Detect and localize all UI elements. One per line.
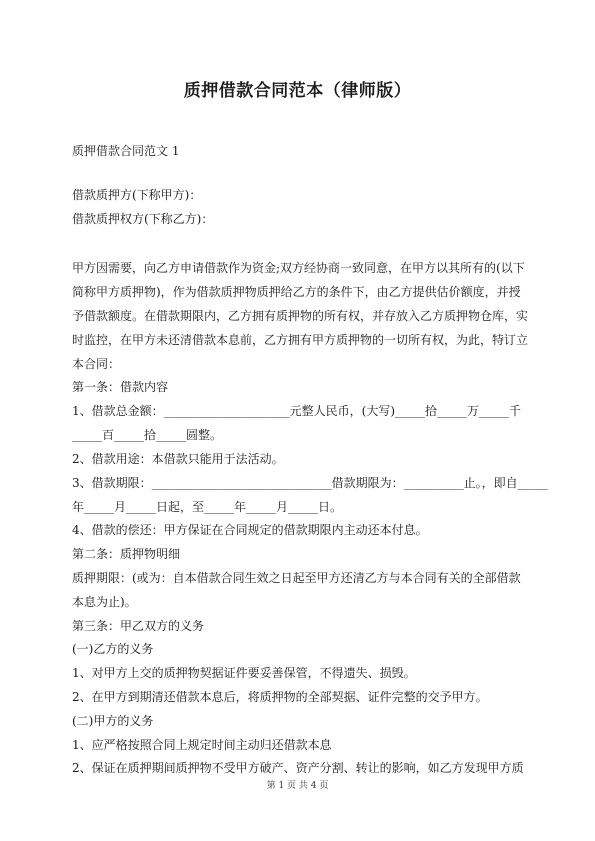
party-a-line: 借款质押方(下称甲方)：: [72, 188, 202, 202]
body-line: 1、对甲方上交的质押物契据证件要妥善保管，不得遗失、损毁。: [72, 666, 416, 680]
body-line: _____百_____拾_____圆整。: [72, 428, 223, 442]
body-line: 2、借款用途：本借款只能用于法活动。: [72, 452, 284, 466]
section-heading: 第三条：甲乙双方的义务: [72, 619, 205, 633]
body-line: 1、借款总金额：_____________________元整人民币，(大写)_____拾_____万_____千: [72, 404, 521, 418]
section-heading: 第一条：借款内容: [72, 380, 169, 394]
body-line: 3、借款期限：______________________________借款期限为：__________止。，即自_____: [72, 476, 548, 490]
body-line: 1、应严格按照合同上规定时间主动归还借款本息: [72, 738, 332, 752]
body-line: 4、借款的偿还：甲方保证在合同规定的借款期限内主动还本付息。: [72, 523, 428, 537]
body-line: 予借款额度。在借款期限内，乙方拥有质押物的所有权，并存放入乙方质押物仓库，实: [72, 309, 529, 323]
section-heading: 第二条：质押物明细: [72, 547, 181, 561]
body-line: 本合同：: [72, 357, 121, 371]
subtitle: 质押借款合同范文 1: [72, 144, 180, 158]
document-title: 质押借款合同范本（律师版）: [183, 81, 412, 101]
subsection-heading: (二)甲方的义务: [72, 714, 154, 728]
body-line: 质押期限：(或为：自本借款合同生效之日起至甲方还清乙方与本合同有关的全部借款: [72, 571, 521, 585]
page-footer: 第 1 页 共 4 页: [266, 781, 329, 791]
body-line: 甲方因需要，向乙方申请借款作为资金;双方经协商一致同意，在甲方以其所有的(以下: [72, 261, 525, 275]
party-b-line: 借款质押权方(下称乙方)：: [72, 212, 214, 226]
body-line: 2、保证在质押期间质押物不受甲方破产、资产分割、转让的影响，如乙方发现甲方质: [72, 761, 524, 775]
body-line: 本息为止)。: [72, 595, 137, 609]
body-line: 时监控，在甲方未还清借款本息前，乙方拥有甲方质押物的一切所有权，为此，特订立: [72, 333, 529, 347]
body-line: 2、在甲方到期清还借款本息后，将质押物的全部契据、证件完整的交予甲方。: [72, 690, 488, 704]
subsection-heading: (一)乙方的义务: [72, 642, 154, 656]
body-line: 年_____月_____日起，至_____年_____月_____日。: [72, 500, 343, 514]
body-line: 简称甲方质押物)，作为借款质押物质押给乙方的条件下，由乙方提供估价额度，并授: [72, 285, 521, 299]
